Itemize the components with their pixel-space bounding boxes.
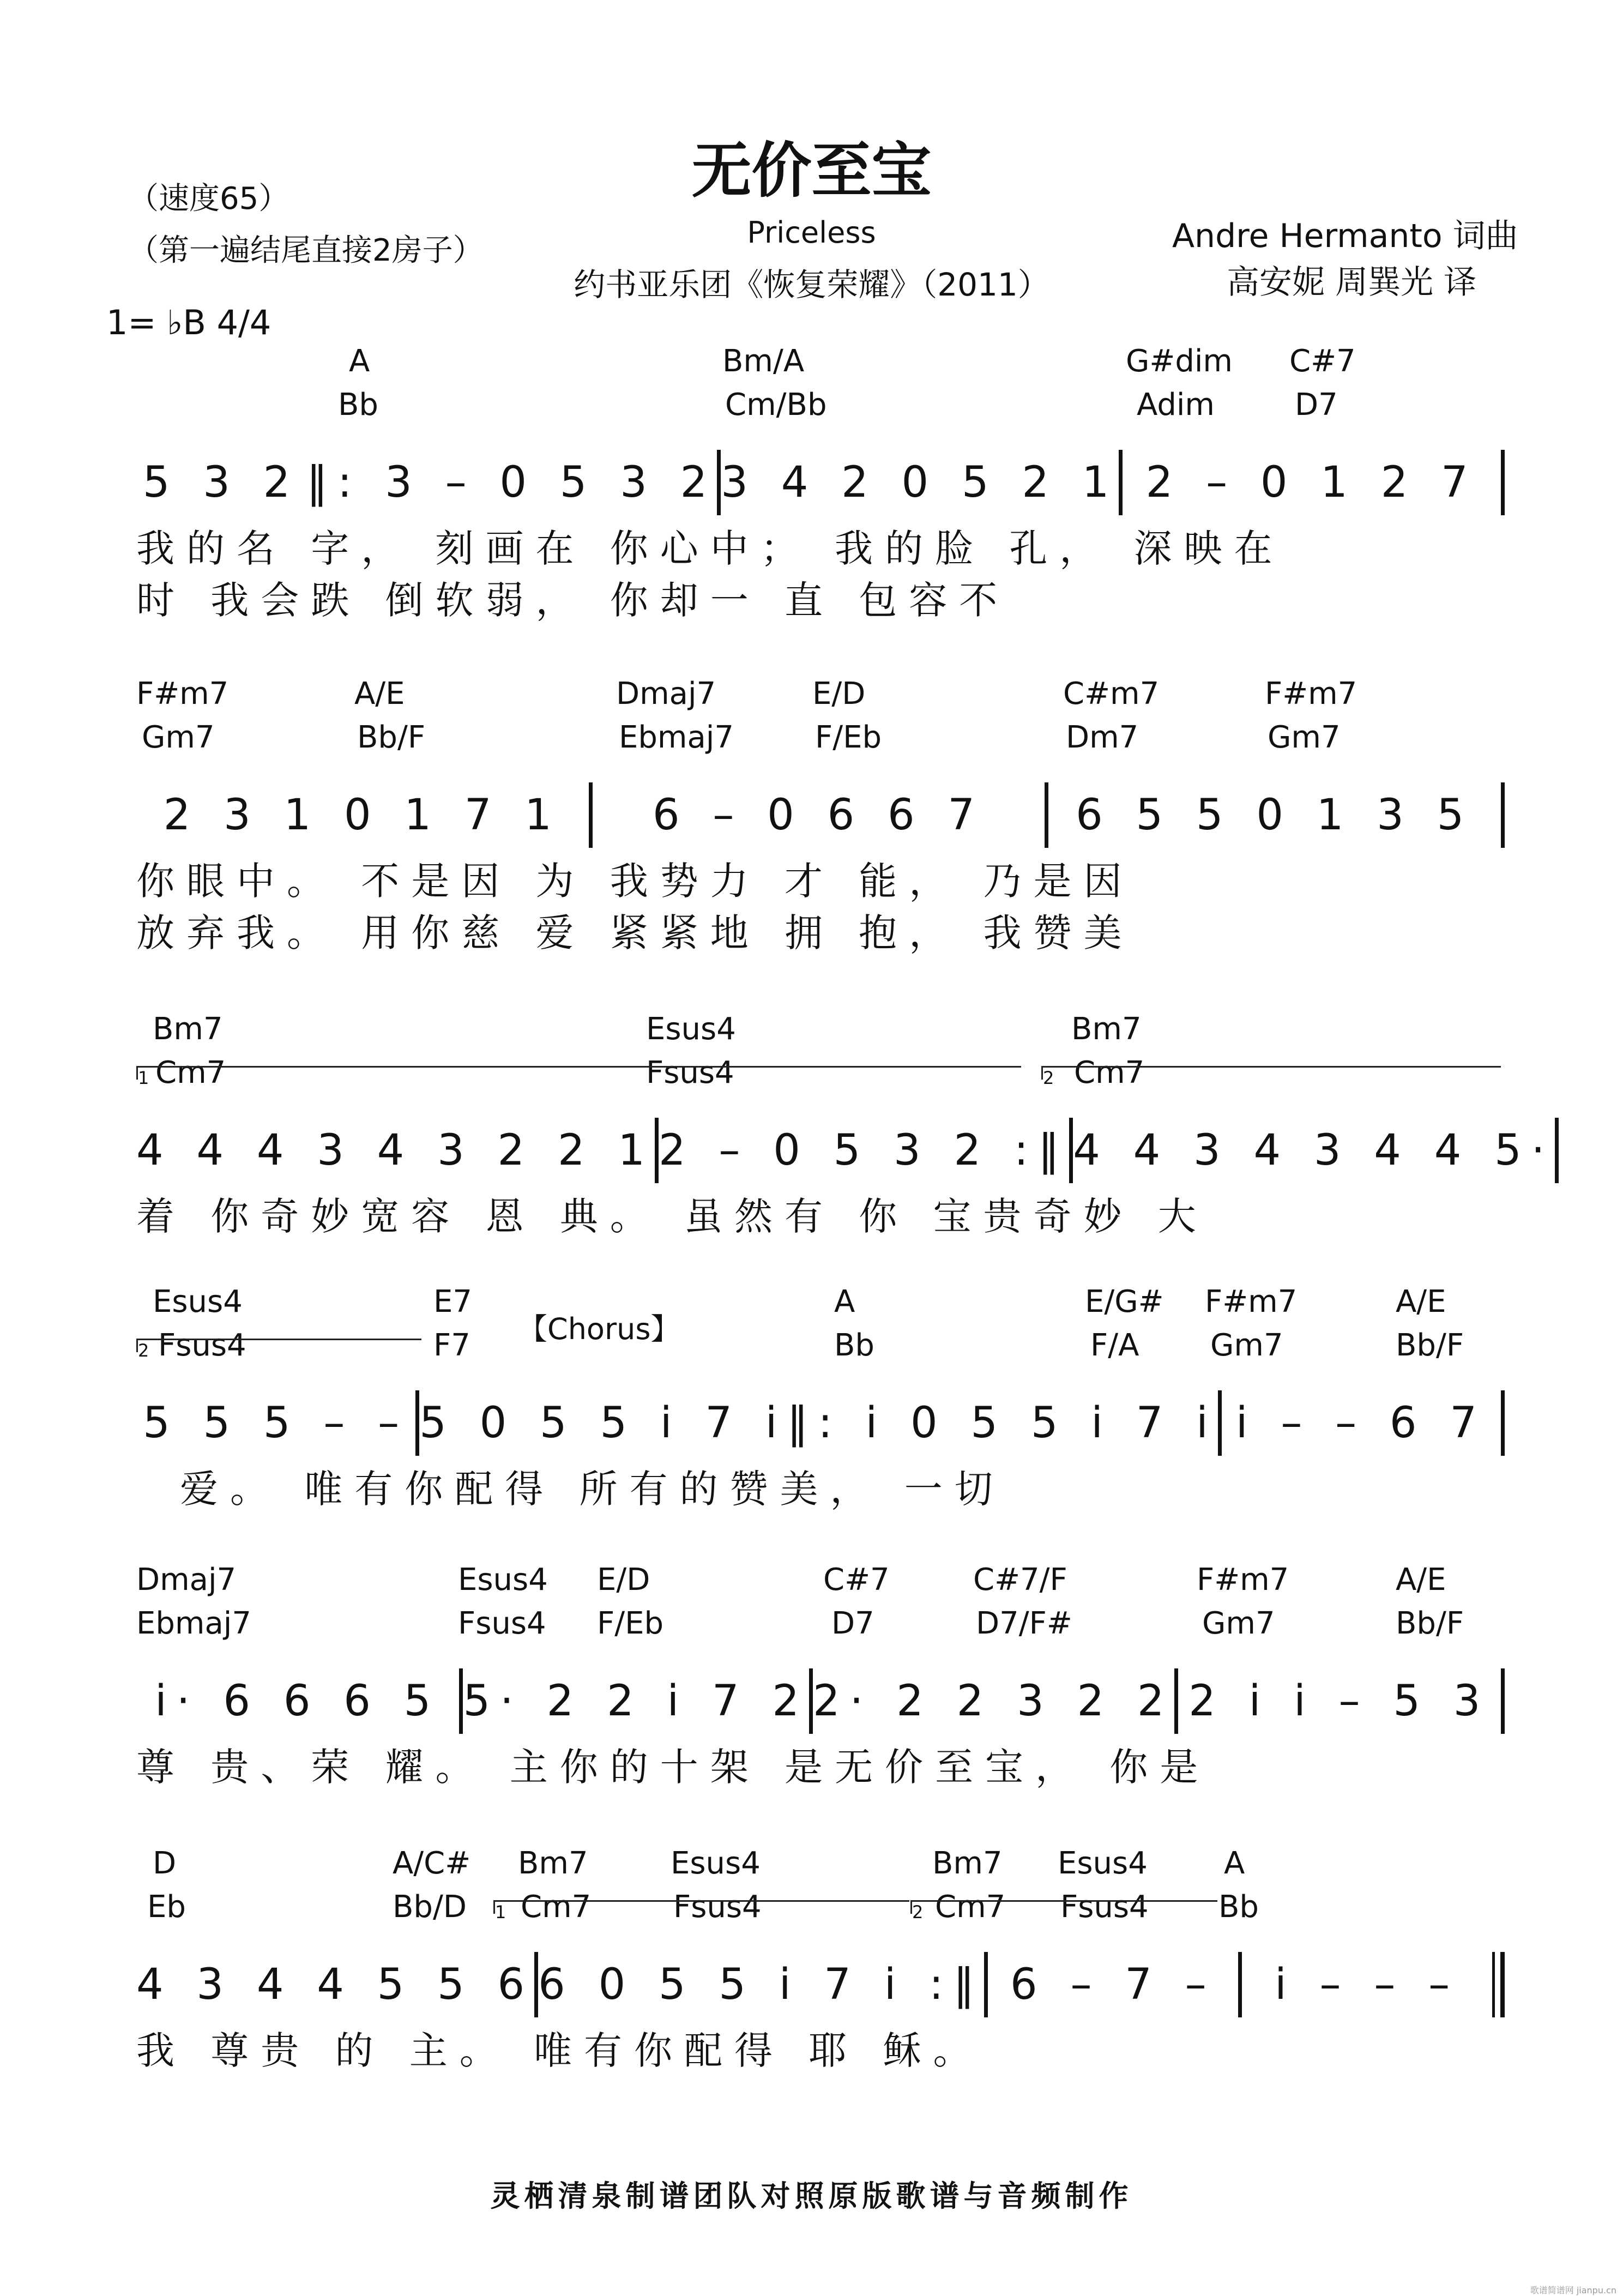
chorus-label: 【Chorus】 bbox=[518, 1312, 680, 1346]
performance-note: （第一遍结尾直接2房子） bbox=[128, 233, 484, 268]
measure: i – – 6 7 bbox=[1235, 1399, 1487, 1448]
measure: 2 – 0 5 3 2 :‖ bbox=[659, 1126, 1070, 1175]
measure: 4 4 4 3 4 3 2 2 1 bbox=[136, 1126, 655, 1175]
chord-symbol: Bm7 bbox=[932, 1846, 1003, 1881]
chord-symbol: F/A bbox=[1090, 1328, 1139, 1363]
barline bbox=[1501, 1668, 1505, 1734]
lyrics-verse-1: 尊 贵、荣 耀。 主你的十架 是无价至宝， 你是 bbox=[136, 1745, 1210, 1789]
measure: 2 – 0 1 2 7 bbox=[1145, 458, 1478, 507]
notation-row bbox=[136, 1115, 1555, 1186]
score-system-2 bbox=[136, 676, 1505, 960]
volta-number: 1 bbox=[138, 1068, 149, 1088]
chord-symbol: F#m7 bbox=[136, 676, 229, 712]
barline bbox=[534, 1952, 538, 2017]
chord-symbol: A/E bbox=[354, 676, 405, 712]
score-system-6 bbox=[136, 1846, 1505, 2075]
chord-symbol: Adim bbox=[1137, 387, 1215, 423]
measure: 5 5 5 – – bbox=[143, 1399, 409, 1448]
chord-symbol: Gm7 bbox=[1202, 1606, 1275, 1641]
chord-symbol: Cm/Bb bbox=[725, 387, 827, 423]
notation-row bbox=[136, 1949, 1505, 2020]
chord-symbol: Esus4 bbox=[153, 1284, 243, 1319]
chord-symbol: C#7/F bbox=[973, 1562, 1067, 1598]
score-system-4 bbox=[136, 1284, 1505, 1513]
notation-row bbox=[136, 1388, 1505, 1459]
chord-symbol: Dmaj7 bbox=[616, 676, 716, 712]
chord-row bbox=[136, 1846, 1505, 1938]
barline bbox=[1555, 1118, 1559, 1183]
measure: 6 – 7 – bbox=[1010, 1960, 1216, 2009]
chord-symbol: Bb bbox=[338, 387, 378, 423]
chord-symbol: Gm7 bbox=[142, 720, 215, 755]
measure: ‖: 3 – 0 5 3 2 bbox=[306, 458, 717, 507]
measure: i – – – bbox=[1275, 1960, 1460, 2009]
chord-symbol: Bb/F bbox=[1396, 1328, 1464, 1363]
chord-symbol: C#7 bbox=[1289, 344, 1356, 379]
barline bbox=[1218, 1390, 1222, 1456]
chord-symbol: Dm7 bbox=[1066, 720, 1139, 755]
chord-symbol: Eb bbox=[147, 1889, 186, 1925]
measure: 2 3 1 0 1 7 1 bbox=[163, 791, 562, 840]
measure: 5 0 5 5 i 7 i bbox=[419, 1399, 787, 1448]
barline bbox=[1501, 782, 1505, 848]
chord-symbol: Cm7 bbox=[521, 1889, 592, 1925]
chord-symbol: A/E bbox=[1396, 1562, 1446, 1598]
chord-symbol: F#m7 bbox=[1205, 1284, 1298, 1319]
chord-symbol: Fsus4 bbox=[1060, 1889, 1149, 1925]
chord-symbol: Cm7 bbox=[935, 1889, 1006, 1925]
chord-symbol: D7 bbox=[1295, 387, 1338, 423]
chord-symbol: Bm7 bbox=[1071, 1011, 1142, 1047]
chord-symbol: Bb/D bbox=[393, 1889, 467, 1925]
chord-symbol: E7 bbox=[433, 1284, 473, 1319]
barline bbox=[655, 1118, 659, 1183]
chord-symbol: F7 bbox=[433, 1328, 470, 1363]
chord-row bbox=[136, 676, 1505, 769]
chord-symbol: C#m7 bbox=[1063, 676, 1160, 712]
barline bbox=[1119, 450, 1123, 515]
measure: 3 4 2 0 5 2 1 bbox=[721, 458, 1119, 507]
song-title: 无价至宝 bbox=[691, 136, 932, 206]
chord-row bbox=[136, 1562, 1505, 1655]
album-info: 约书亚乐团《恢复荣耀》（2011） bbox=[574, 266, 1049, 303]
measure: ‖: i 0 5 5 i 7 i bbox=[787, 1399, 1218, 1448]
chord-symbol: E/G# bbox=[1085, 1284, 1164, 1319]
volta-number: 1 bbox=[495, 1902, 506, 1923]
score-system-3 bbox=[136, 1011, 1555, 1240]
notation-row bbox=[136, 1666, 1505, 1737]
chord-symbol: A/E bbox=[1396, 1284, 1446, 1319]
lyrics-verse-1: 我的名 字， 刻画在 你心中； 我的脸 孔， 深映在 bbox=[136, 526, 1284, 571]
key-signature: 1= ♭B 4/4 bbox=[106, 303, 271, 342]
chord-symbol: F/Eb bbox=[597, 1606, 664, 1641]
watermark: 歌谱简谱网 jianpu.cn bbox=[1530, 2285, 1616, 2295]
chord-symbol: D bbox=[153, 1846, 177, 1881]
measure: 5· 2 2 i 7 2 bbox=[463, 1677, 810, 1726]
chord-symbol: Esus4 bbox=[458, 1562, 548, 1598]
chord-symbol: Ebmaj7 bbox=[619, 720, 734, 755]
chord-symbol: Fsus4 bbox=[158, 1328, 246, 1363]
barline bbox=[717, 450, 721, 515]
chord-symbol: Cm7 bbox=[1074, 1055, 1145, 1090]
chord-row bbox=[136, 344, 1505, 436]
score-system-5 bbox=[136, 1562, 1505, 1791]
barline bbox=[809, 1668, 813, 1734]
lyrics-verse-1: 着 你奇妙宽容 恩 典。 虽然有 你 宝贵奇妙 大 bbox=[136, 1194, 1208, 1239]
chord-symbol: Fsus4 bbox=[458, 1606, 546, 1641]
barline bbox=[589, 782, 593, 848]
chord-symbol: Bb bbox=[1218, 1889, 1259, 1925]
measure: 4 3 4 4 5 5 6 bbox=[136, 1960, 535, 2009]
chord-symbol: Esus4 bbox=[1058, 1846, 1148, 1881]
chord-symbol: E/D bbox=[812, 676, 866, 712]
song-subtitle: Priceless bbox=[747, 215, 876, 250]
volta-number: 2 bbox=[912, 1902, 924, 1923]
volta-number: 2 bbox=[138, 1340, 149, 1361]
chord-symbol: A/C# bbox=[393, 1846, 471, 1881]
chord-symbol: F#m7 bbox=[1265, 676, 1357, 712]
measure: 6 5 5 0 1 3 5 bbox=[1076, 791, 1474, 840]
chord-symbol: A bbox=[834, 1284, 855, 1319]
chord-symbol: Bb bbox=[834, 1328, 874, 1363]
chord-symbol: C#7 bbox=[823, 1562, 890, 1598]
measure: 2· 2 2 3 2 2 bbox=[813, 1677, 1174, 1726]
barline bbox=[459, 1668, 463, 1734]
chord-row bbox=[136, 1011, 1505, 1104]
measure: 4 4 3 4 3 4 4 5· bbox=[1073, 1126, 1555, 1175]
barline bbox=[1501, 1390, 1505, 1456]
measure: 6 – 0 6 6 7 bbox=[652, 791, 985, 840]
chord-symbol: Gm7 bbox=[1268, 720, 1341, 755]
score-system-1 bbox=[136, 344, 1505, 627]
chord-symbol: E/D bbox=[597, 1562, 650, 1598]
notation-row bbox=[136, 447, 1505, 518]
measure: i· 6 6 6 5 bbox=[155, 1677, 441, 1726]
barline bbox=[1501, 450, 1505, 515]
footer-credit: 灵栖清泉制谱团队对照原版歌谱与音频制作 bbox=[490, 2178, 1133, 2213]
final-barline bbox=[1492, 1952, 1505, 2017]
chord-symbol: Bm7 bbox=[518, 1846, 588, 1881]
chord-symbol: Bb/F bbox=[1396, 1606, 1464, 1641]
lyrics-verse-2: 放弃我。 用你慈 爱 紧紧地 拥 抱， 我赞美 bbox=[136, 911, 1134, 955]
chord-symbol: D7 bbox=[831, 1606, 874, 1641]
chord-symbol: A bbox=[1224, 1846, 1245, 1881]
chord-symbol: Fsus4 bbox=[673, 1889, 762, 1925]
chord-symbol: Cm7 bbox=[155, 1055, 226, 1090]
chord-symbol: Bm7 bbox=[153, 1011, 223, 1047]
chord-symbol: F#m7 bbox=[1197, 1562, 1289, 1598]
chord-symbol: D7/F# bbox=[976, 1606, 1072, 1641]
chord-symbol: Esus4 bbox=[646, 1011, 736, 1047]
barline bbox=[1238, 1952, 1242, 2017]
notation-row bbox=[136, 780, 1505, 851]
chord-symbol: G#dim bbox=[1126, 344, 1233, 379]
measure: 5 3 2 bbox=[142, 458, 300, 507]
chord-symbol: A bbox=[349, 344, 370, 379]
barline bbox=[984, 1952, 988, 2017]
barline bbox=[1069, 1118, 1073, 1183]
lyrics-verse-1: 你眼中。 不是因 为 我势力 才 能， 乃是因 bbox=[136, 859, 1134, 903]
chord-symbol: Gm7 bbox=[1210, 1328, 1283, 1363]
chord-symbol: Bm/A bbox=[722, 344, 805, 379]
chord-symbol: Bb/F bbox=[357, 720, 426, 755]
chord-symbol: F/Eb bbox=[815, 720, 882, 755]
volta-number: 2 bbox=[1043, 1068, 1054, 1088]
chord-symbol: Fsus4 bbox=[646, 1055, 734, 1090]
lyrics-verse-2: 时 我会跌 倒软弱， 你却一 直 包容不 bbox=[136, 578, 1010, 623]
translator-credit: 高安妮 周巽光 译 bbox=[1227, 263, 1477, 302]
tempo-note: （速度65） bbox=[128, 181, 289, 216]
chord-symbol: Dmaj7 bbox=[136, 1562, 237, 1598]
chord-symbol: Ebmaj7 bbox=[136, 1606, 251, 1641]
barline bbox=[1174, 1668, 1178, 1734]
barline bbox=[415, 1390, 419, 1456]
lyrics-verse-1: 爱。 唯有你配得 所有的赞美， 一切 bbox=[180, 1467, 1005, 1511]
measure: 6 0 5 5 i 7 i :‖ bbox=[538, 1960, 985, 2009]
measure: 2 i i – 5 3 bbox=[1188, 1677, 1491, 1726]
chord-symbol: Esus4 bbox=[671, 1846, 761, 1881]
composer-credit: Andre Hermanto 词曲 bbox=[1172, 217, 1518, 255]
chord-row bbox=[136, 1284, 1505, 1377]
lyrics-verse-1: 我 尊贵 的 主。 唯有你配得 耶 稣。 bbox=[136, 2028, 984, 2073]
barline bbox=[1045, 782, 1048, 848]
